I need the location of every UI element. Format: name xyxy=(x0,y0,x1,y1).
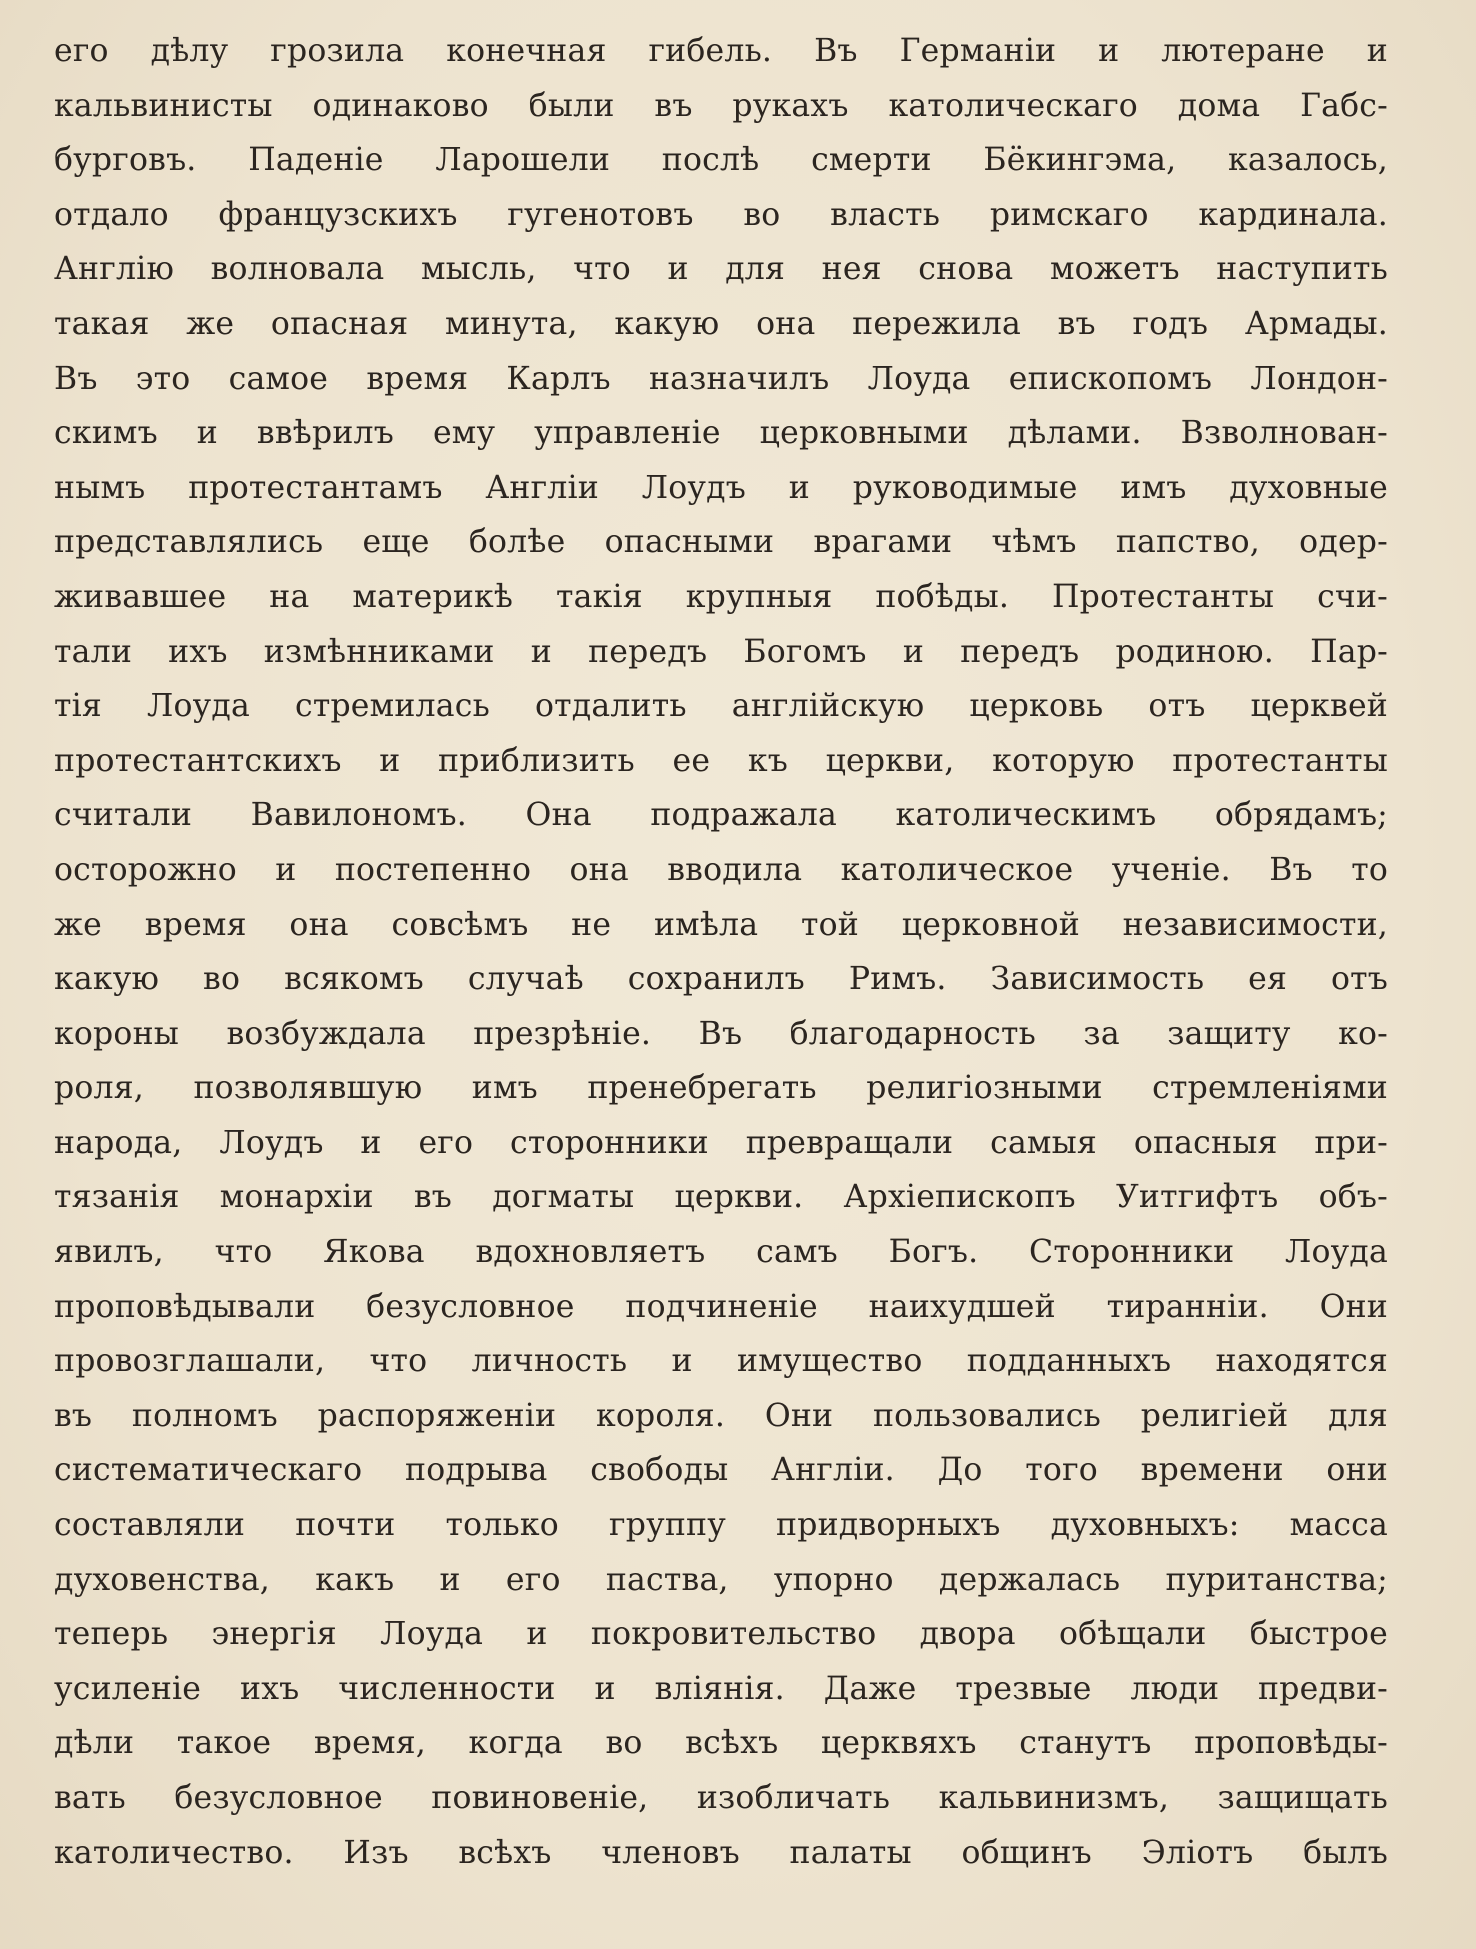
text-line: скимъ и ввѣрилъ ему управленіе церковными дѣлами. Взволнован- xyxy=(54,415,1388,452)
text-line: кальвинисты одинаково были въ рукахъ католическаго дома Габс- xyxy=(54,87,1388,124)
text-line: какую во всякомъ случаѣ сохранилъ Римъ. Зависимость ея отъ xyxy=(54,961,1388,998)
text-line: Англію волновала мысль, что и для нея снова можетъ наступить xyxy=(54,251,1388,288)
text-line: явилъ, что Якова вдохновляетъ самъ Богъ. Сторонники Лоуда xyxy=(54,1234,1388,1271)
text-line: тязанія монархіи въ догматы церкви. Архіепископъ Уитгифтъ объ- xyxy=(54,1179,1388,1216)
text-line: такая же опасная минута, какую она пережила въ годъ Армады. xyxy=(54,305,1388,342)
text-line: проповѣдывали безусловное подчиненіе наихудшей тиранніи. Они xyxy=(54,1288,1388,1325)
text-line: нымъ протестантамъ Англіи Лоудъ и руководимые имъ духовные xyxy=(54,469,1388,506)
text-line: провозглашали, что личность и имущество подданныхъ находятся xyxy=(54,1343,1388,1380)
text-line: бурговъ. Паденіе Ларошели послѣ смерти Бёкингэма, казалось, xyxy=(54,142,1388,179)
text-line: короны возбуждала презрѣніе. Въ благодарность за защиту ко- xyxy=(54,1015,1388,1052)
text-line: въ полномъ распоряженіи короля. Они пользовались религіей для xyxy=(54,1397,1388,1434)
text-line: протестантскихъ и приблизить ее къ церкви, которую протестанты xyxy=(54,742,1388,779)
text-line: отдало французскихъ гугенотовъ во власть римскаго кардинала. xyxy=(54,196,1388,233)
text-line: народа, Лоудъ и его сторонники превращали самыя опасныя при- xyxy=(54,1124,1388,1161)
text-line: считали Вавилономъ. Она подражала католическимъ обрядамъ; xyxy=(54,797,1388,834)
text-line: католичество. Изъ всѣхъ членовъ палаты общинъ Элiотъ былъ xyxy=(54,1834,1388,1871)
text-line: тали ихъ измѣнниками и передъ Богомъ и передъ родиною. Пар- xyxy=(54,633,1388,670)
text-line: усиленіе ихъ численности и вліянія. Даже трезвые люди предви- xyxy=(54,1670,1388,1707)
text-line: теперь энергія Лоуда и покровительство двора обѣщали быстрое xyxy=(54,1616,1388,1653)
text-line: дѣли такое время, когда во всѣхъ церквяхъ станутъ проповѣды- xyxy=(54,1725,1388,1762)
text-line: духовенства, какъ и его паства, упорно держалась пуританства; xyxy=(54,1561,1388,1598)
text-line: систематическаго подрыва свободы Англіи. До того времени они xyxy=(54,1452,1388,1489)
text-line: его дѣлу грозила конечная гибель. Въ Германіи и лютеране и xyxy=(54,33,1388,69)
text-line: составляли почти только группу придворныхъ духовныхъ: масса xyxy=(54,1507,1388,1544)
text-line: тія Лоуда стремилась отдалить англійскую церковь отъ церквей xyxy=(54,688,1388,725)
text-line: живавшее на материкѣ такія крупныя побѣды. Протестанты счи- xyxy=(54,578,1388,615)
text-line: вать безусловное повиновеніе, изобличать кальвинизмъ, защищать xyxy=(54,1780,1388,1816)
body-text xyxy=(54,24,1388,1880)
text-line: Въ это самое время Карлъ назначилъ Лоуда епископомъ Лондон- xyxy=(54,360,1388,397)
text-line: осторожно и постепенно она вводила католическое ученіе. Въ то xyxy=(54,851,1388,888)
text-line: представлялись еще болѣе опасными врагами чѣмъ папство, одер- xyxy=(54,524,1388,561)
text-line: роля, позволявшую имъ пренебрегать религіозными стремленіями xyxy=(54,1070,1388,1107)
text-line: же время она совсѣмъ не имѣла той церковной независимости, xyxy=(54,906,1388,943)
